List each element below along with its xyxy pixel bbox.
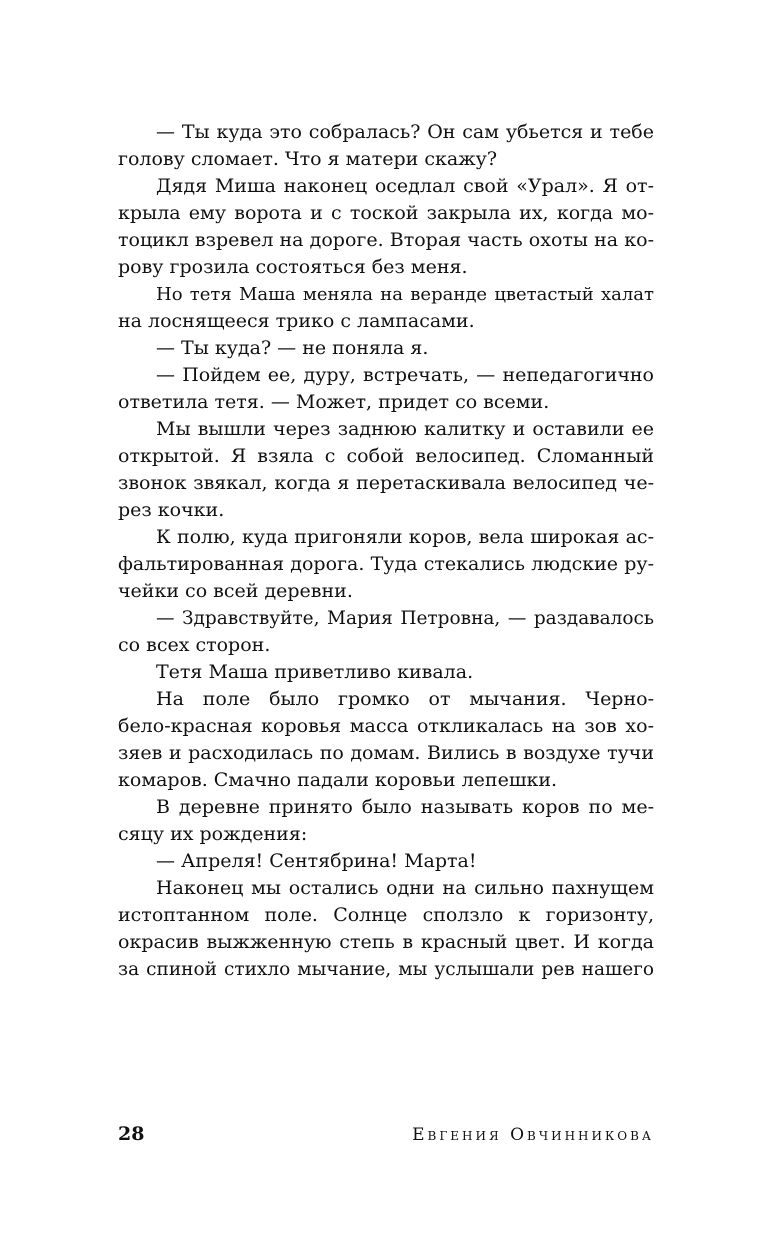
text-line: В деревне принято было называть коров по ме- xyxy=(156,796,654,818)
text-line: тоцикл взревел на дороге. Вторая часть охоты на ко- xyxy=(118,229,654,251)
body-text xyxy=(118,119,654,983)
page-footer xyxy=(118,1123,654,1153)
text-line: — Ты куда? — не поняла я. xyxy=(156,337,429,359)
text-line: Наконец мы остались одни на сильно пахнущем xyxy=(156,877,654,899)
text-line: звонок звякал, когда я перетаскивала велосипед че- xyxy=(118,472,654,494)
text-line: открытой. Я взяла с собой велосипед. Сломанный xyxy=(118,445,654,467)
text-line: на лоснящееся трико с лампасами. xyxy=(118,310,475,332)
text-line: окрасив выжженную степь в красный цвет. И когда xyxy=(118,931,654,953)
text-line: фальтированная дорога. Туда стекались людские ру- xyxy=(118,553,654,575)
running-head-author: Евгения Овчинникова xyxy=(412,1125,654,1145)
text-line: — Ты куда это собралась? Он сам убьется и тебе xyxy=(156,121,654,143)
text-line: зяев и расходилась по домам. Вились в воздухе тучи xyxy=(118,742,654,764)
text-line: рову грозила состояться без меня. xyxy=(118,256,468,278)
text-line: Но тетя Маша меняла на веранде цветастый халат xyxy=(156,284,654,305)
text-line: со всех сторон. xyxy=(118,634,271,656)
text-line: ответила тетя. — Может, придет со всеми. xyxy=(118,391,550,413)
text-line: сяцу их рождения: xyxy=(118,823,308,845)
text-line: истоптанном поле. Солнце сползло к горизонту, xyxy=(118,904,654,926)
text-line: На поле было громко от мычания. Черно- xyxy=(156,688,654,710)
text-line: — Пойдем ее, дуру, встречать, — непедагогично xyxy=(156,364,654,386)
text-line: — Апреля! Сентябрина! Марта! xyxy=(156,850,477,872)
text-line: комаров. Смачно падали коровьи лепешки. xyxy=(118,769,558,791)
text-line: за спиной стихло мычание, мы услышали рев нашего xyxy=(118,959,654,980)
text-line: крыла ему ворота и с тоской закрыла их, когда мо- xyxy=(118,202,654,224)
page-number: 28 xyxy=(118,1123,145,1145)
text-line: голову сломает. Что я матери скажу? xyxy=(118,148,498,170)
text-line: Тетя Маша приветливо кивала. xyxy=(156,661,474,683)
text-line: рез кочки. xyxy=(118,499,225,521)
text-line: — Здравствуйте, Мария Петровна, — раздавалось xyxy=(156,608,654,629)
text-line: Дядя Миша наконец оседлал свой «Урал». Я от- xyxy=(156,175,654,197)
text-line: бело-красная коровья масса откликалась на зов хо- xyxy=(118,715,654,737)
text-line: К полю, куда пригоняли коров, вела широкая ас- xyxy=(156,526,654,548)
text-line: чейки со всей деревни. xyxy=(118,580,353,602)
text-line: Мы вышли через заднюю калитку и оставили ее xyxy=(156,418,654,440)
